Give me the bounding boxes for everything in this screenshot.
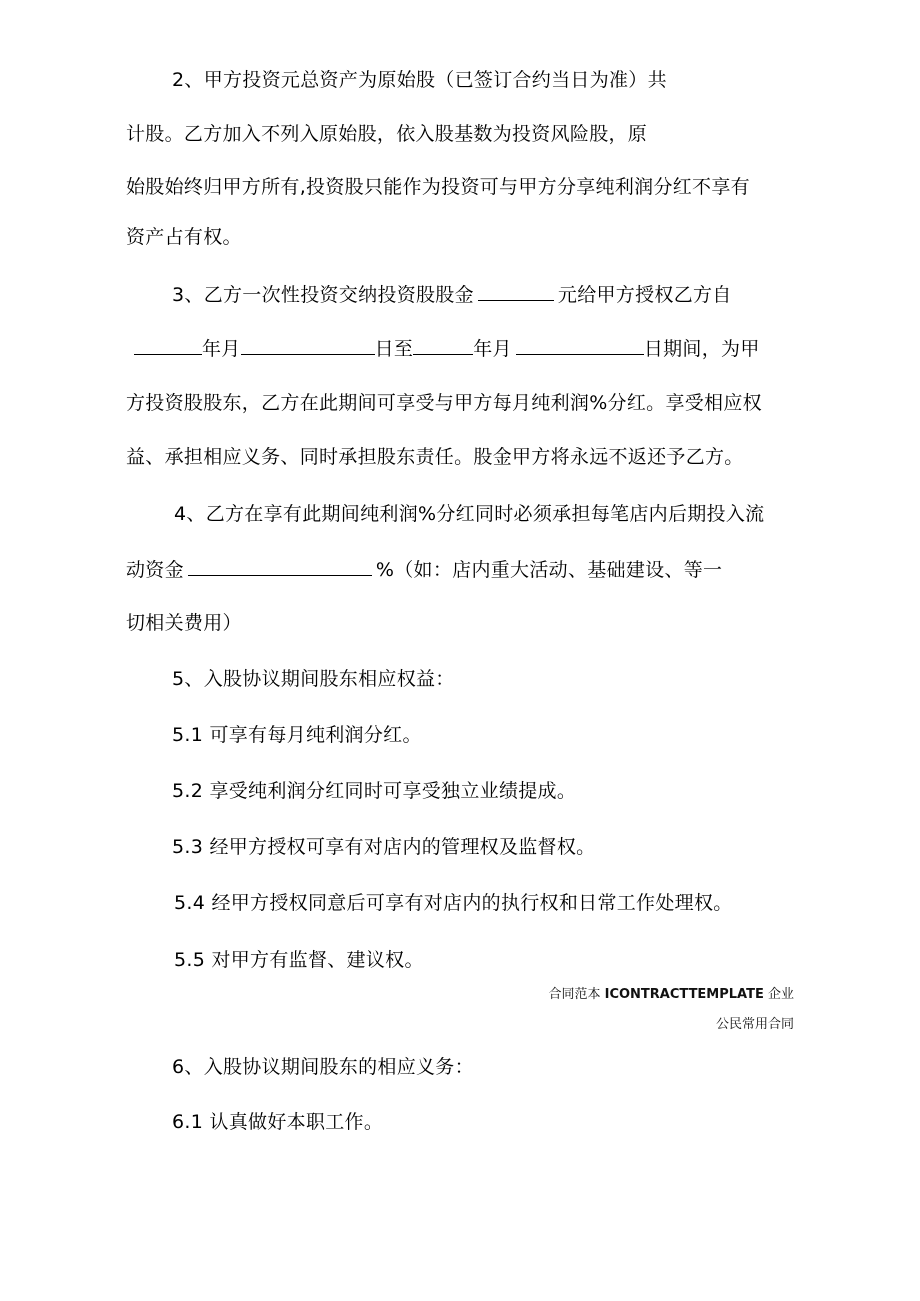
footer-brand: ICONTRACTTEMPLATE (604, 987, 764, 1002)
clause-2-line-4: 资产占有权。 (126, 226, 242, 248)
clause-3-line-4: 益、承担相应义务、同时承担股东责任。股金甲方将永远不返还予乙方。 (126, 446, 744, 468)
clause-2-line-2: 计股。乙方加入不列入原始股，依入股基数为投资风险股，原 (126, 123, 648, 145)
start-month-day-blank[interactable] (241, 336, 375, 355)
clause-4-text-a: 动资金 (126, 559, 184, 581)
end-month-day-blank[interactable] (516, 336, 644, 355)
clause-3-line-3: 方投资股股东，乙方在此期间可享受与甲方每月纯利润%分红。享受相应权 (126, 392, 762, 414)
clause-5-4: 5.4 经甲方授权同意后可享有对店内的执行权和日常工作处理权。 (174, 892, 733, 914)
clause-5-1: 5.1 可享有每月纯利润分红。 (172, 724, 422, 746)
clause-3-line-1 (172, 282, 732, 307)
end-year-label: 年月 (473, 338, 512, 360)
start-year-blank[interactable] (134, 336, 202, 355)
footer-prefix: 合同范本 (548, 987, 605, 1002)
clause-3-text-b: 元给甲方授权乙方自 (557, 284, 732, 306)
start-year-label: 年月 (202, 338, 241, 360)
clause-4-line-3: 切相关费用） (126, 612, 242, 634)
end-day-label: 日期间，为甲 (643, 338, 760, 360)
clause-5-2: 5.2 享受纯利润分红同时可享受独立业绩提成。 (172, 780, 577, 802)
start-day-label: 日至 (374, 338, 414, 360)
percentage-blank[interactable] (188, 557, 372, 576)
footer-subtitle: 公民常用合同 (715, 1017, 794, 1032)
clause-4-line-2 (126, 557, 722, 582)
amount-blank[interactable] (478, 282, 554, 301)
clause-3-text-a: 3、乙方一次性投资交纳投资股股金 (172, 284, 474, 306)
end-year-blank[interactable] (413, 336, 473, 355)
clause-4-line-1: 4、乙方在享有此期间纯利润%分红同时必须承担每笔店内后期投入流 (174, 503, 765, 525)
clause-5-3: 5.3 经甲方授权可享有对店内的管理权及监督权。 (172, 836, 596, 858)
clause-4-text-b: %（如：店内重大活动、基础建设、等一 (375, 559, 723, 581)
clause-3-line-2 (134, 336, 760, 361)
clause-2-line-1: 2、甲方投资元总资产为原始股（已签订合约当日为准）共 (172, 69, 667, 91)
clause-5-heading: 5、入股协议期间股东相应权益： (172, 668, 455, 690)
clause-5-5: 5.5 对甲方有监督、建议权。 (174, 949, 424, 971)
clause-6-1: 6.1 认真做好本职工作。 (172, 1111, 384, 1133)
footer-template-label (548, 987, 794, 1003)
clause-2-line-3: 始股始终归甲方所有,投资股只能作为投资可与甲方分享纯利润分红不享有 (126, 176, 750, 198)
footer-suffix: 企业 (763, 987, 794, 1002)
clause-6-heading: 6、入股协议期间股东的相应义务： (172, 1056, 474, 1078)
